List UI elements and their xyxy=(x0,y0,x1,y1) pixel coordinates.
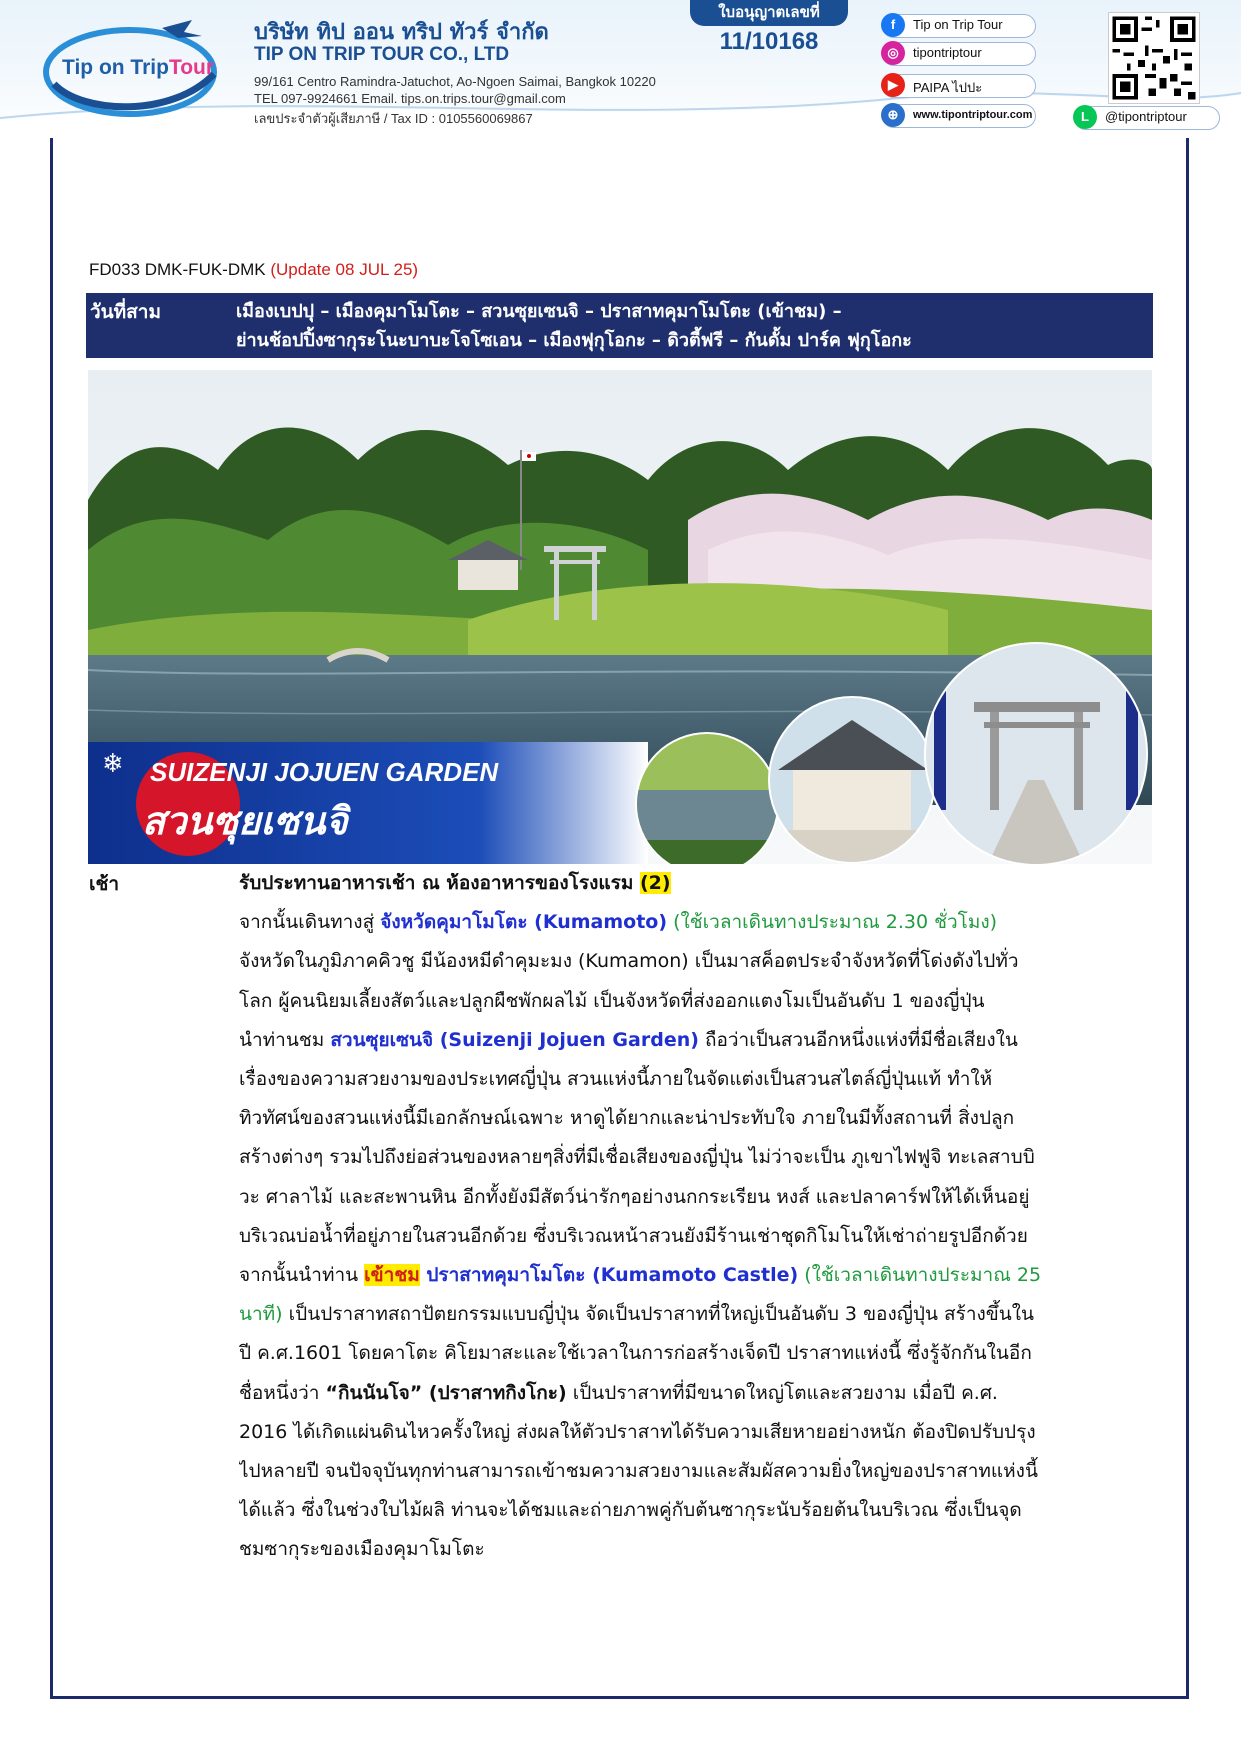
company-name-thai: บริษัท ทิป ออน ทริป ทัวร์ จำกัด xyxy=(254,20,549,45)
time-morning-label: เช้า xyxy=(89,873,120,895)
castle-desc-text: เป็นปราสาทสถาปัตยกรรมแบบญี่ปุ่น จัดเป็นปราสาทที่ใหญ่เป็นอันดับ 3 ของญี่ปุ่น สร้างขึ้นใน xyxy=(282,1303,1035,1326)
suizenji-intro-text: นำท่านชม xyxy=(239,1028,331,1051)
castle-alias-intro: ชื่อหนึ่งว่า xyxy=(239,1381,326,1404)
social-label: Tip on Trip Tour xyxy=(913,17,1003,32)
page-frame-bottom xyxy=(50,1696,1189,1699)
kumamoto-intro-line-3: โลก ผู้คนนิยมเลี้ยงสัตว์และปลูกผืชพักผลไม้ เป็นจังหวัดที่ส่งออกแตงโมเป็นอันดับ 1 ของญี่ปุ่น xyxy=(239,989,985,1012)
banner-title-thai: สวนซุยเซนจิ xyxy=(142,799,348,843)
day-route-line-2: ย่านช้อปปิ้งซากุระโนะบาบะโจโซเอน – เมืองฟุกุโอกะ – ดิวตี้ฟรี – กันดั้ม ปาร์ค ฟุกุโอกะ xyxy=(236,330,912,351)
social-label: tipontriptour xyxy=(913,45,982,60)
licence-number: 11/10168 xyxy=(719,28,819,55)
kumamoto-travel-time: (ใช้เวลาเดินทางประมาณ 2.30 ชั่วโมง) xyxy=(667,911,998,934)
suizenji-line-1 xyxy=(239,1021,1154,1060)
castle-travel-time: (ใช้เวลาเดินทางประมาณ 25 xyxy=(798,1264,1042,1287)
castle-line-2 xyxy=(239,1295,1154,1334)
social-website[interactable] xyxy=(882,104,1036,128)
qr-code-icon[interactable] xyxy=(1108,12,1200,104)
day-route-line-1: เมืองเบปปุ – เมืองคุมาโมโตะ – สวนซุยเซนจิ – ปราสาทคุมาโมโตะ (เข้าชม) – xyxy=(236,301,842,322)
instagram-icon: ◎ xyxy=(881,41,905,65)
admission-badge: เข้าชม xyxy=(364,1264,420,1287)
castle-intro-text: จากนั้นนำท่าน xyxy=(239,1264,365,1287)
day-label: วันที่สาม xyxy=(90,301,161,323)
kumamoto-place: จังหวัดคุมาโมโตะ (Kumamoto) xyxy=(380,911,668,934)
castle-line-7: ได้แล้ว ซึ่งในช่วงใบไม้ผลิ ท่านจะได้ชมและถ่ายภาพคู่กับต้นซากุระนับร้อยต้นในบริเวณ ซึ่งเป็นจุด xyxy=(239,1499,1022,1522)
company-address: 99/161 Centro Ramindra-Jatuchot, Ao-Ngoen Saimai, Bangkok 10220 xyxy=(254,74,656,89)
website-icon: ⊕ xyxy=(881,103,905,127)
youtube-icon: ▶ xyxy=(881,73,905,97)
breakfast-line xyxy=(239,864,1154,903)
social-label: @tipontriptour xyxy=(1105,109,1187,124)
social-facebook[interactable] xyxy=(882,14,1036,38)
breakfast-text: รับประทานอาหารเช้า ณ ห้องอาหารของโรงแรม xyxy=(239,872,640,894)
social-line[interactable] xyxy=(1074,106,1220,130)
social-instagram[interactable] xyxy=(882,42,1036,66)
company-contact: TEL 097-9924661 Email. tips.on.trips.tour@gmail.com xyxy=(254,91,566,106)
page-frame-right xyxy=(1186,138,1189,1698)
suizenji-line-2: เรื่องของความสวยงามของประเทศญี่ปุ่น สวนแห่งนี้ภายในจัดแต่งเป็นสวนสไตล์ญี่ปุ่นแท้ ทำให้ xyxy=(239,1068,993,1091)
tour-code xyxy=(89,260,418,280)
castle-travel-time-cont: นาที) xyxy=(239,1303,283,1326)
tour-code-text: FD033 DMK-FUK-DMK xyxy=(89,260,271,279)
logo-wordmark: Tip on TripTour xyxy=(62,56,215,79)
castle-line-8: ชมซากุระของเมืองคุมาโมโตะ xyxy=(239,1538,485,1561)
castle-line-1 xyxy=(239,1256,1154,1295)
banner-title-english: SUIZENJI JOJUEN GARDEN xyxy=(150,757,499,787)
suizenji-garden-photo xyxy=(88,370,1152,864)
suizenji-desc-text: ถือว่าเป็นสวนอีกหนึ่งแห่งที่มีชื่อเสียงใน xyxy=(698,1028,1018,1051)
social-label: PAIPA ไปปะ xyxy=(913,80,983,95)
suizenji-line-5: วะ ศาลาไม้ และสะพานหิน อีกทั้งยังมีสัตว์น่ารักๆอย่างนกกระเรียน หงส์ และปลาคาร์ฟให้ได้เห็นอยู่ xyxy=(239,1185,1030,1208)
castle-line-4 xyxy=(239,1374,1154,1413)
facebook-icon: f xyxy=(881,13,905,37)
kumamoto-intro-text: จากนั้นเดินทางสู่ xyxy=(239,911,381,934)
day-header xyxy=(86,293,1153,358)
suizenji-line-4: สร้างต่างๆ รวมไปถึงย่อส่วนของหลายๆสิ่งที่มีเชื่อเสียงของญี่ปุ่น ไม่ว่าจะเป็น ภูเขาไฟฟูจิ ทะเลสาบบิ xyxy=(239,1146,1035,1169)
day-route xyxy=(236,297,1148,355)
licence-label: ใบอนุญาตเลขที่ xyxy=(690,0,848,26)
social-youtube[interactable] xyxy=(882,74,1036,98)
company-tax-id: เลขประจำตัวผู้เสียภาษี / Tax ID : 0105560069867 xyxy=(254,111,533,126)
castle-line-3: ปี ค.ศ.1601 โดยคาโตะ คิโยมาสะและใช้เวลาในการก่อสร้างเจ็ดปี ปราสาทแห่งนี้ ซึ่งรู้จักกันในอีก xyxy=(239,1342,1032,1365)
meal-number-badge: (2) xyxy=(639,872,671,894)
suizenji-line-3: ทิวทัศน์ของสวนแห่งนี้มีเอกลักษณ์เฉพาะ หาดูได้ยากและน่าประทับใจ ภายในมีทั้งสถานที่ สิ่งปลูก xyxy=(239,1107,1015,1130)
page-header xyxy=(0,0,1241,138)
castle-line-6: ไปหลายปี จนปัจจุบันทุกท่านสามารถเข้าชมความสวยงามและสัมผัสความยิ่งใหญ่ของปราสาทแห่งนี้ xyxy=(239,1460,1038,1483)
suizenji-place: สวนซุยเซนจิ (Suizenji Jojuen Garden) xyxy=(330,1028,699,1051)
suizenji-line-6: บริเวณบ่อน้ำที่อยู่ภายในสวนอีกด้วย ซึ่งบริเวณหน้าสวนยังมีร้านเช่าชุดกิโมโนให้เช่าถ่ายรูปอีกด้วย xyxy=(239,1224,1028,1247)
castle-alias: “กินนันโจ” (ปราสาทกิงโกะ) xyxy=(325,1381,567,1404)
page-frame-left xyxy=(50,138,53,1698)
castle-place: ปราสาทคุมาโมโตะ (Kumamoto Castle) xyxy=(419,1264,799,1287)
castle-line-5: 2016 ได้เกิดแผ่นดินไหวครั้งใหญ่ ส่งผลให้ตัวปราสาทได้รับความเสียหายอย่างหนัก ต้องปิดปรับปรุง xyxy=(239,1420,1036,1443)
snowflake-icon: ❄ xyxy=(102,749,124,779)
social-label: www.tipontriptour.com xyxy=(913,109,1033,121)
company-name-english: TIP ON TRIP TOUR CO., LTD xyxy=(254,44,510,65)
company-logo xyxy=(42,14,232,124)
kumamoto-intro-line-2: จังหวัดในภูมิภาคคิวชู มีน้องหมีดำคุมะมง (Kumamon) เป็นมาสค็อตประจำจังหวัดที่โด่งดังไปทั่ว xyxy=(239,950,1019,973)
line-icon: L xyxy=(1073,105,1097,129)
castle-alias-desc: เป็นปราสาทที่มีขนาดใหญ่โตและสวยงาม เมื่อปี ค.ศ. xyxy=(566,1381,998,1404)
kumamoto-intro-line-1 xyxy=(239,903,1154,942)
itinerary-body xyxy=(239,864,1154,1570)
update-date: (Update 08 JUL 25) xyxy=(270,260,419,279)
